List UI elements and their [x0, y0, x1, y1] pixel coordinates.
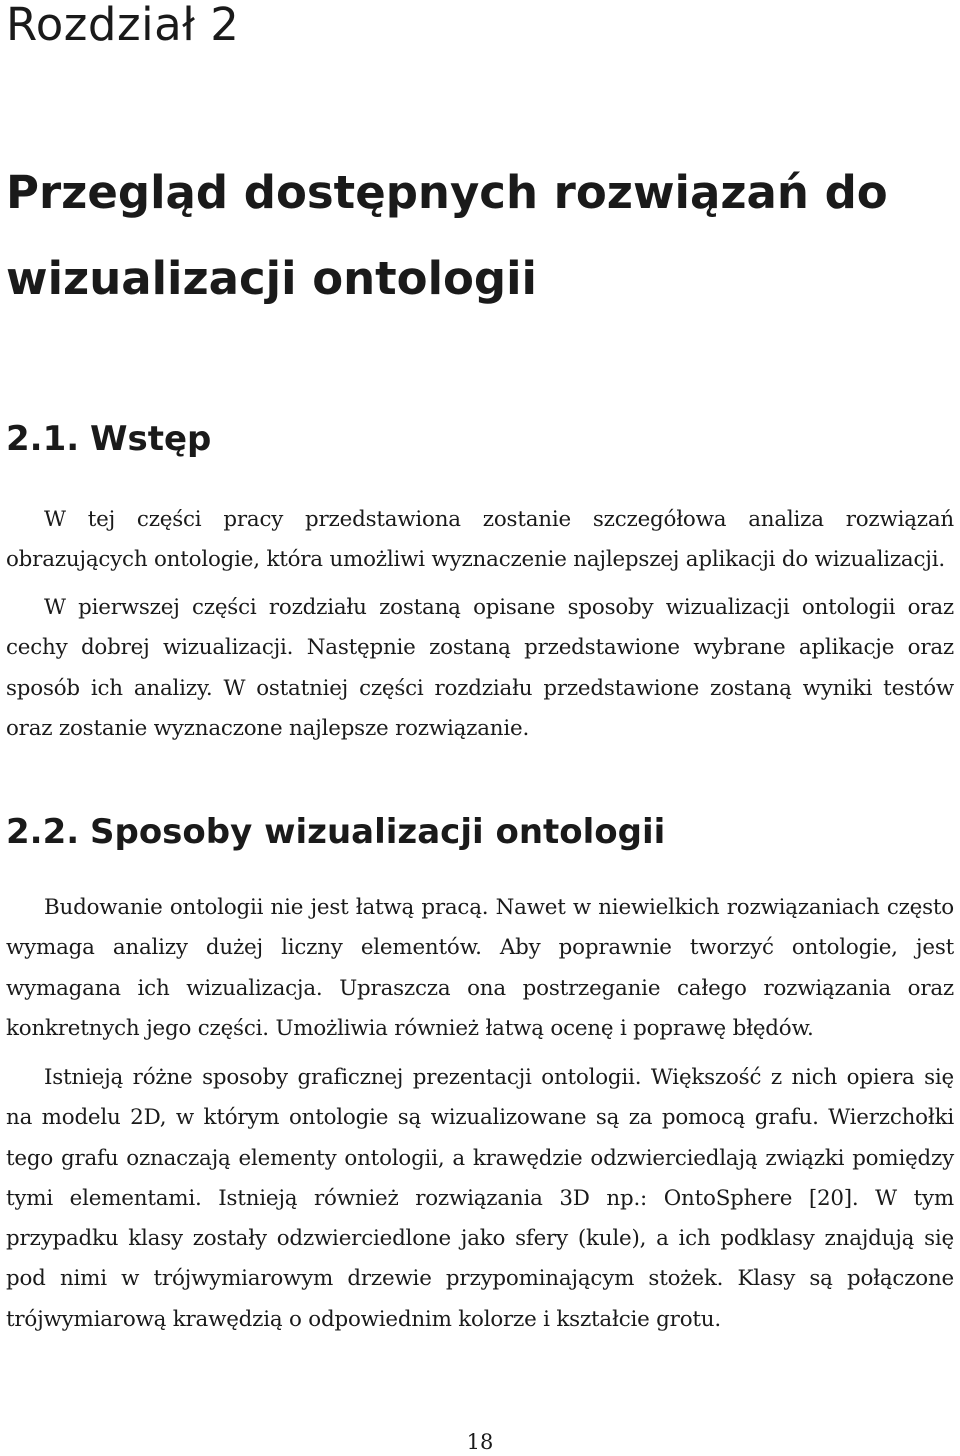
section-title: Sposoby wizualizacji ontologii — [90, 812, 666, 852]
chapter-label: Rozdział 2 — [6, 0, 240, 51]
paragraph: Budowanie ontologii nie jest łatwą pracą. Nawet w niewielkich rozwiązaniach często wymaga analizy dużej liczny elementów. Aby poprawnie tworzyć ontologie, jest wymagana ich wizualizacja. Upraszcza ona postrzeganie całego rozwiązania oraz konkretnych jego części. Umożliwia również łatwą ocenę i poprawę błędów. — [6, 895, 954, 1041]
page-number: 18 — [466, 1430, 494, 1454]
paragraph: Istnieją różne sposoby graficznej prezentacji ontologii. Większość z nich opiera się na modelu 2D, w którym ontologie są wizualizowane są za pomocą grafu. Wierzchołki tego grafu oznaczają elementy ontologii, a krawędzie odzwierciedlają związki pomiędzy tymi elementami. Istnieją również rozwiązania 3D np.: OntoSphere [20]. W tym przypadku klasy zostały odzwierciedlone jako sfery (kule), a ich podklasy znajdują się pod nimi w trójwymiarowym drzewie przypominającym stożek. Klasy są połączone trójwymiarową krawędzią o odpowiednim kolorze i kształcie grotu. — [6, 1065, 954, 1332]
section-heading-methods — [6, 809, 665, 855]
section-title: Wstęp — [90, 419, 212, 459]
section-number: 2.1. — [6, 419, 80, 459]
section-number: 2.2. — [6, 812, 80, 852]
chapter-title: Przegląd dostępnych rozwiązań do wizualizacji ontologii — [6, 166, 888, 305]
paragraph: W pierwszej części rozdziału zostaną opisane sposoby wizualizacji ontologii oraz cechy dobrej wizualizacji. Następnie zostaną przedstawione wybrane aplikacje oraz sposób ich analizy. W ostatniej części rozdziału przedstawione zostaną wyniki testów oraz zostanie wyznaczone najlepsze rozwiązanie. — [6, 595, 954, 741]
section-heading-intro — [6, 416, 211, 462]
paragraph: W tej części pracy przedstawiona zostanie szczegółowa analiza rozwiązań obrazujących ontologie, która umożliwi wyznaczenie najlepszej aplikacji do wizualizacji. — [6, 507, 954, 573]
